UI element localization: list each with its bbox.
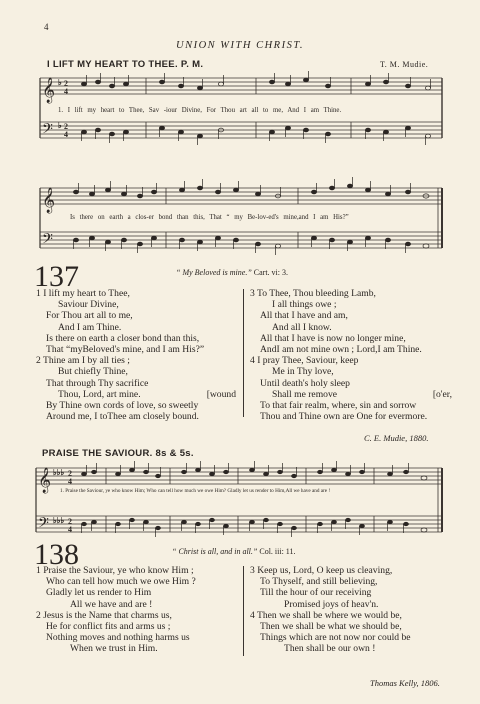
verse-line: 1 I lift my heart to Thee,	[36, 288, 130, 299]
svg-text:𝄢: 𝄢	[38, 515, 49, 535]
hymn138-right-column	[250, 565, 452, 655]
svg-text:𝄞: 𝄞	[42, 78, 56, 103]
verse-line: Promised joys of heav'n.	[284, 598, 379, 610]
verse-line: For Thou art all to me,	[46, 310, 133, 322]
verse-line: And all I know.	[272, 321, 332, 333]
column-divider	[243, 566, 244, 656]
tune1-system2-clefs	[42, 187, 55, 251]
tune1-title: I LIFT MY HEART TO THEE. P. M.	[47, 59, 204, 70]
tune2-clefs	[38, 467, 51, 535]
hymn137-left-column	[36, 288, 236, 422]
scripture-quote: “ My Beloved is mine.”	[176, 268, 252, 277]
verse-line: When we trust in Him.	[70, 643, 158, 655]
verse-line: Shall me remove [o'er,	[272, 388, 452, 400]
verse-line: Saviour Divine,	[58, 299, 119, 311]
svg-text:♭: ♭	[58, 78, 62, 87]
svg-text:2: 2	[64, 122, 68, 131]
tune2-score	[32, 458, 446, 544]
verse-line: Nothing moves and nothing harms us	[46, 632, 190, 644]
scripture-quote: “ Christ is all, and in all.”	[172, 547, 258, 556]
svg-text:♭: ♭	[58, 121, 62, 130]
scripture-citation: Col. iii: 11.	[259, 547, 296, 556]
verse-line: Things which are not now nor could be	[260, 632, 411, 644]
verse-line: Me in Thy love,	[272, 366, 334, 378]
scripture-citation: Cart. vi: 3.	[253, 268, 288, 277]
svg-text:4: 4	[68, 477, 72, 486]
svg-text:𝄢: 𝄢	[42, 231, 53, 251]
verse-line: 3 To Thee, Thou bleeding Lamb,	[250, 288, 376, 299]
hymn138-author: Thomas Kelly, 1806.	[370, 678, 440, 688]
verse-line: He for conflict fits and arms us ;	[46, 621, 171, 633]
verse-line: Until death's holy sleep	[260, 377, 350, 389]
hymn137-right-column	[250, 288, 452, 422]
verse-line: Then shall be our own !	[284, 643, 376, 655]
verse-line: By Thine own cords of love, so sweetly	[46, 400, 199, 412]
tune2-keysig	[53, 468, 72, 534]
tune1-composer: T. M. Mudie.	[380, 60, 429, 69]
svg-text:𝄞: 𝄞	[42, 188, 56, 213]
verse-line: AndI am not mine own ; Lord,I am Thine.	[260, 344, 422, 356]
tune1-system1-score	[36, 70, 446, 160]
verse-line: To Thyself, and still believing,	[260, 576, 378, 588]
svg-text:4: 4	[64, 87, 68, 96]
tune1-system1-clefs	[42, 77, 55, 141]
verse-line: 1 Praise the Saviour, ye who know Him ;	[36, 565, 194, 576]
page-number: 4	[44, 22, 49, 32]
verse-line: Gladly let us render to Him	[46, 587, 152, 599]
verse-line: I all things owe ;	[272, 299, 337, 311]
verse-line: And I am Thine.	[58, 321, 122, 333]
verse-line: 4 I pray Thee, Saviour, keep	[250, 355, 359, 367]
verse-line: Then we shall be what we should be,	[260, 621, 402, 633]
verse-line: 4 Then we shall be where we would be,	[250, 609, 402, 621]
svg-text:𝄢: 𝄢	[42, 121, 53, 141]
verse-line: Who can tell how much we owe Him ?	[46, 576, 196, 588]
svg-text:2: 2	[68, 517, 72, 526]
running-head: UNION WITH CHRIST.	[175, 40, 305, 51]
tune1-system2-score	[36, 160, 446, 260]
verse-line: Around me, I toThee am closely bound.	[46, 411, 199, 423]
verse-line: But chiefly Thine,	[58, 366, 128, 378]
verse-line: Thou, Lord, art mine. [wound	[58, 388, 236, 400]
column-divider	[243, 289, 244, 417]
svg-text:2: 2	[68, 469, 72, 478]
hymn-number: 137	[34, 260, 79, 293]
verse-line: That through Thy sacrifice	[46, 377, 149, 389]
verse-line: All we have and are !	[70, 598, 153, 610]
svg-text:♭♭♭: ♭♭♭	[53, 516, 65, 525]
verse-line: 2 Thine am I by all ties ;	[36, 355, 130, 367]
tune2-title: PRAISE THE SAVIOUR. 8s & 5s.	[42, 448, 194, 459]
hymn137-author: C. E. Mudie, 1880.	[364, 433, 429, 443]
verse-line: Thou and Thine own are One for evermore.	[260, 411, 428, 423]
svg-text:4: 4	[64, 130, 68, 139]
svg-text:♭♭♭: ♭♭♭	[53, 468, 65, 477]
scripture-reference	[176, 268, 288, 277]
tune2-lyric-line1: 1. Praise the Saviour, ye who know Him; Who can tell how much we owe Him? Gladly let us render to Him,All we have and are !	[60, 488, 331, 494]
verse-line: 2 Jesus is the Name that charms us,	[36, 609, 172, 621]
verse-line: 3 Keep us, Lord, O keep us cleaving,	[250, 565, 393, 576]
verse-line: To that fair realm, where, sin and sorrow	[260, 400, 417, 412]
scripture-reference	[172, 547, 296, 556]
tune1-lyric-line2: Is there on earth a clos-er bond than this, That “ my Be-lov-ed's mine,and I am His?”	[70, 214, 349, 221]
verse-line: That “myBeloved's mine, and I am His?”	[46, 344, 205, 356]
hymn138-left-column	[36, 565, 241, 655]
tune1-lyric-line1: 1. I lift my heart to Thee, Sav -iour Divine, For Thou art all to me, And I am Thine.	[58, 107, 342, 114]
hymn-number: 138	[34, 538, 79, 571]
svg-text:4: 4	[68, 525, 72, 534]
tune2-staves	[36, 468, 442, 532]
verse-line: All that I have and am,	[260, 310, 348, 322]
svg-text:𝄞: 𝄞	[38, 468, 52, 493]
verse-line: Is there on earth a closer bond than this,	[46, 332, 200, 344]
svg-text:2: 2	[64, 79, 68, 88]
verse-line: Till the hour of our receiving	[260, 587, 372, 599]
verse-line: All that I have is now no longer mine,	[260, 332, 406, 344]
